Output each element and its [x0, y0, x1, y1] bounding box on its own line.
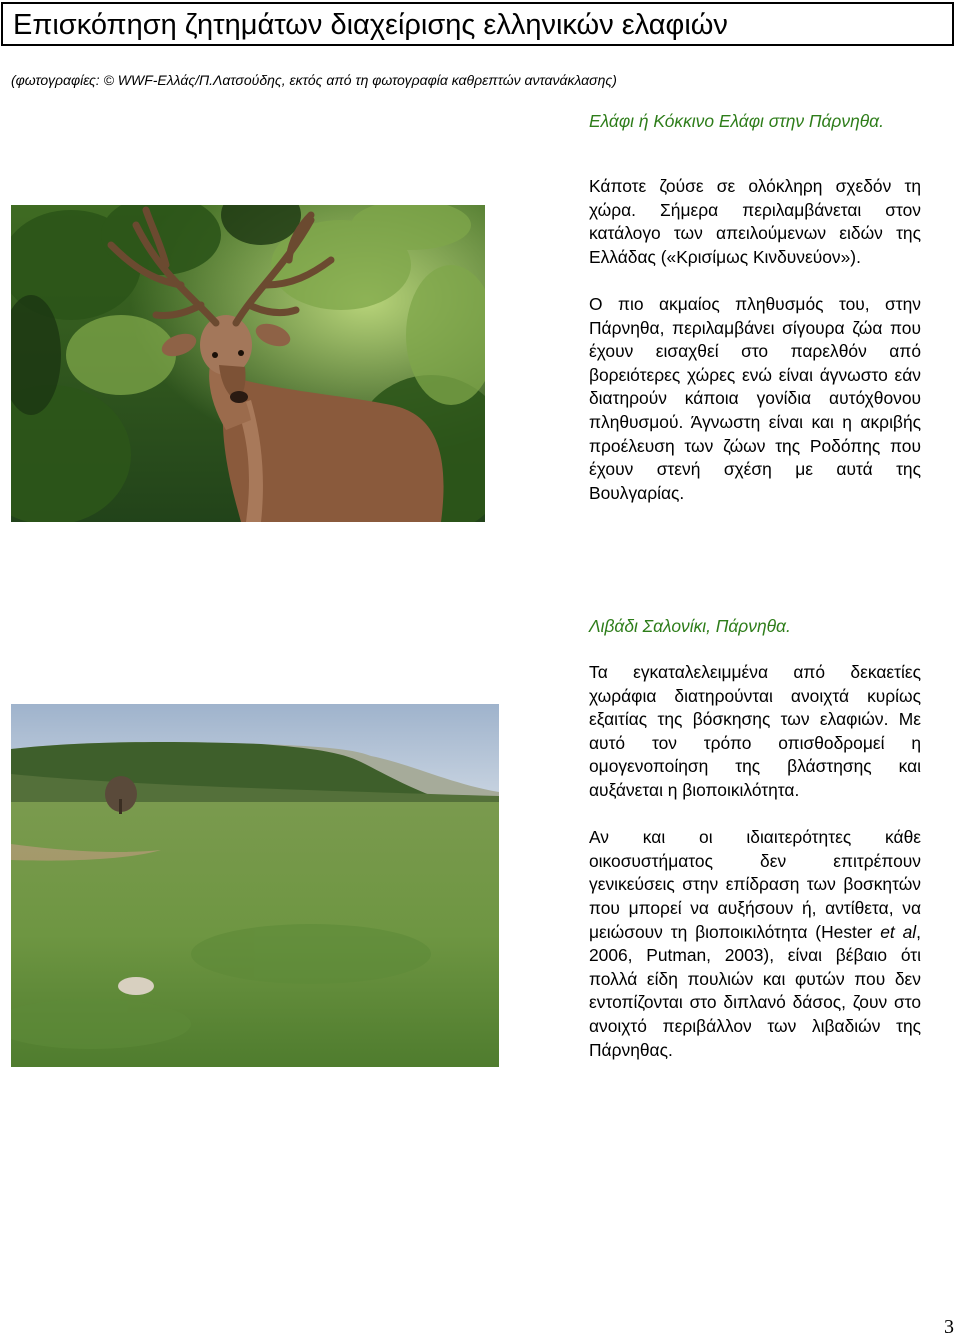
meadow-illustration: [11, 704, 499, 1067]
meadow-photo: [11, 704, 499, 1067]
meadow-paragraph-2: [589, 826, 921, 1062]
deer-paragraph-1: Κάποτε ζούσε σε ολόκληρη σχεδόν τη χώρα. Σήμερα περιλαμβάνεται στον κατάλογο των απειλούμενων ειδών της Ελλάδας («Κρισίμως Κινδυνεύον»).: [589, 176, 921, 267]
deer-photo: [11, 205, 485, 522]
paragraph-2-text-a: Αν και οι ιδιαιτερότητες κάθε οικοσυστήματος δεν επιτρέπουν γενικεύσεις στην επίδραση των βοσκητών που μπορεί να αυξήσουν ή, αντίθετα, να μειώσουν τη βιοποικιλότητα (Hester: [589, 827, 921, 942]
photo-credits: (φωτογραφίες: © WWF-Ελλάς/Π.Λατσούδης, εκτός από τη φωτογραφία καθρεπτών αντανάκλασης): [11, 72, 617, 88]
paragraph-2-italic: et al: [880, 921, 917, 942]
caption-meadow: Λιβάδι Σαλονίκι, Πάρνηθα.: [589, 616, 791, 636]
deer-illustration: [11, 205, 485, 522]
title-box: [1, 2, 954, 46]
page-number: 3: [944, 1316, 954, 1338]
meadow-paragraph-1: Τα εγκαταλελειμμένα από δεκαετίες χωράφια διατηρούνται ανοιχτά κυρίως εξαιτίας της βόσκησης των ελαφιών. Με αυτό τον τρόπο οπισθοδρομεί η ομογενοποίηση της βλάστησης και αυξάνεται η βιοποικιλότητα.: [589, 662, 921, 800]
meadow-text: [589, 661, 921, 1062]
paragraph-2-text-b: , 2006, Putman, 2003), είναι βέβαιο ότι πολλά είδη πουλιών και φυτών που δεν εντοπίζονται στο διπλανό δάσος, ζουν στο ανοιχτό περιβάλλον των λιβαδιών της Πάρνηθας.: [589, 921, 922, 1060]
page-title: Επισκόπηση ζητημάτων διαχείρισης ελληνικών ελαφιών: [13, 9, 728, 41]
caption-deer: Ελάφι ή Κόκκινο Ελάφι στην Πάρνηθα.: [589, 111, 884, 131]
deer-text: [589, 175, 921, 505]
deer-paragraph-2: Ο πιο ακμαίος πληθυσμός του, στην Πάρνηθα, περιλαμβάνει σίγουρα ζώα που έχουν εισαχθεί στο παρελθόν από βορειότερες χώρες ενώ είναι άγνωστο εάν διατηρούν κάποια γονίδια αυτόχθονου πληθυσμού. Άγνωστη είναι και η ακριβής προέλευση των ζώων της Ροδόπης που έχουν στενή σχέση με αυτά της Βουλγαρίας.: [589, 293, 921, 503]
